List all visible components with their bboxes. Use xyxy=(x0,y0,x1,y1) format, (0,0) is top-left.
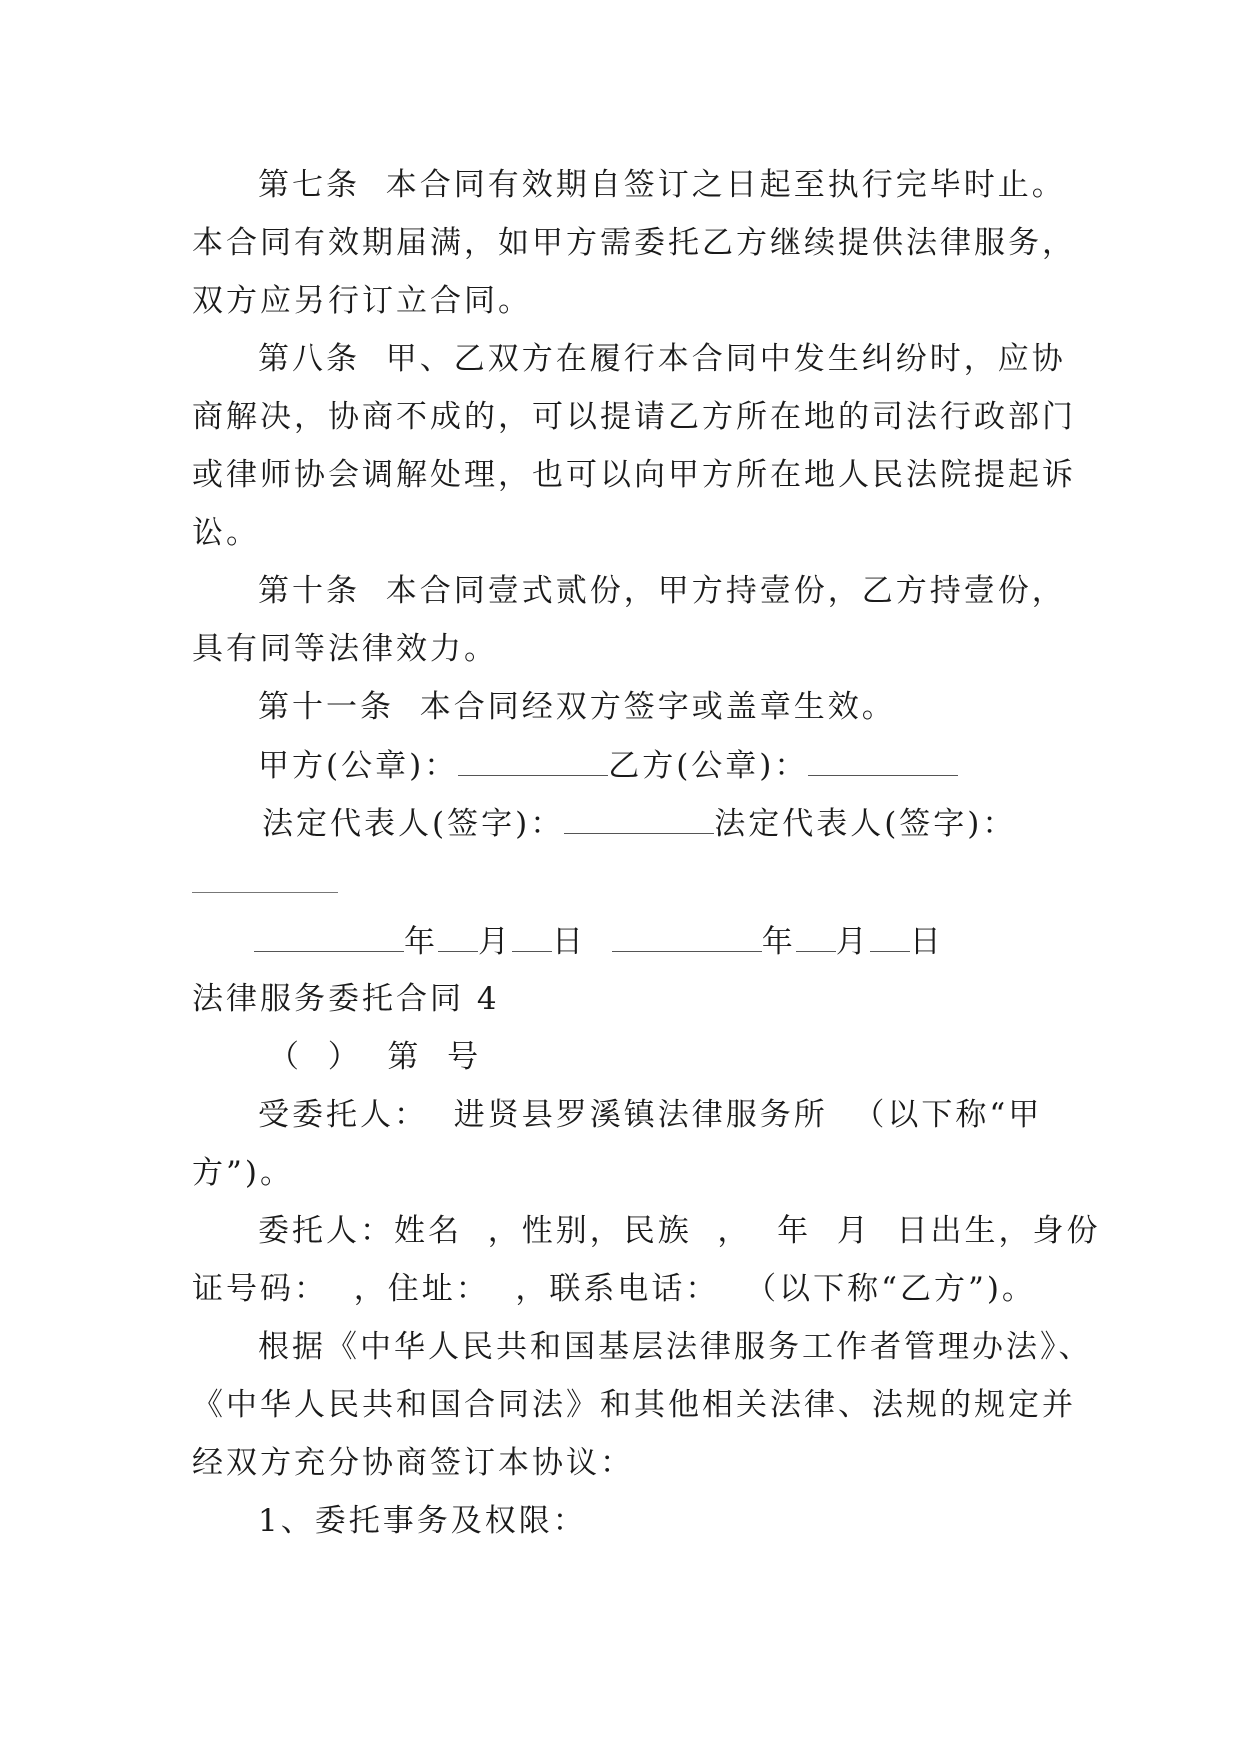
article-8-line-3: 或律师协会调解处理，也可以向甲方所在地人民法院提起诉 xyxy=(192,457,1076,493)
date-b-month-label: 月 xyxy=(835,924,870,960)
date-a-day-label: 日 xyxy=(552,924,586,960)
entrusted-party-line-1: 受委托人： 进贤县罗溪镇法律服务所 （以下称“甲 xyxy=(258,1097,1043,1133)
party-b-rep-blank xyxy=(192,892,338,893)
date-a-month-label: 月 xyxy=(478,924,512,960)
party-b-rep-label: 法定代表人(签字)： xyxy=(714,806,1017,842)
article-8-line-1: 第八条 甲、乙双方在履行本合同中发生纠纷时，应协 xyxy=(258,341,1066,377)
article-11-line-1: 第十一条 本合同经双方签字或盖章生效。 xyxy=(258,689,896,725)
party-b-seal-label: 乙方(公章)： xyxy=(608,748,809,784)
article-8-line-4: 讼。 xyxy=(192,515,260,551)
party-a-rep-blank xyxy=(564,803,714,834)
party-a-rep-label: 法定代表人(签字)： xyxy=(262,806,565,842)
party-a-seal-label: 甲方(公章)： xyxy=(258,748,459,784)
signature-rep-line xyxy=(262,803,1016,843)
signature-seal-line xyxy=(258,745,958,785)
article-10-line-2: 具有同等法律效力。 xyxy=(192,631,498,667)
contract-title: 法律服务委托合同 4 xyxy=(192,981,500,1017)
article-10-line-1: 第十条 本合同壹式贰份，甲方持壹份，乙方持壹份， xyxy=(258,573,1066,609)
date-b-day-blank xyxy=(870,921,910,952)
contract-number-line: （ ） 第 号 xyxy=(268,1039,482,1075)
article-7-line-1: 第七条 本合同有效期自签订之日起至执行完毕时止。 xyxy=(258,167,1066,203)
item-1-heading: 1、委托事务及权限： xyxy=(258,1503,587,1539)
client-line-2: 证号码： ，住址： ，联系电话： （以下称“乙方”)。 xyxy=(192,1271,1036,1307)
client-line-1: 委托人：姓名 ，性别，民族 ， 年 月 日出生，身份 xyxy=(258,1213,1101,1249)
date-a-day-blank xyxy=(512,921,552,952)
basis-line-2: 《中华人民共和国合同法》和其他相关法律、法规的规定并 xyxy=(192,1387,1076,1423)
date-b-month-blank xyxy=(796,921,836,952)
article-7-line-2: 本合同有效期届满，如甲方需委托乙方继续提供法律服务， xyxy=(192,225,1076,261)
date-line xyxy=(254,921,944,961)
article-7-line-3: 双方应另行订立合同。 xyxy=(192,283,532,319)
party-b-seal-blank xyxy=(808,745,958,776)
date-a-month-blank xyxy=(438,921,478,952)
date-b-year-blank xyxy=(612,921,762,952)
date-b-day-label: 日 xyxy=(909,924,944,960)
date-a-year-label: 年 xyxy=(404,924,438,960)
basis-line-3: 经双方充分协商签订本协议： xyxy=(192,1445,634,1481)
article-8-line-2: 商解决，协商不成的，可以提请乙方所在地的司法行政部门 xyxy=(192,399,1076,435)
date-a-year-blank xyxy=(254,921,404,952)
entrusted-party-line-2: 方”)。 xyxy=(192,1155,294,1191)
party-a-seal-blank xyxy=(458,745,608,776)
basis-line-1: 根据《中华人民共和国基层法律服务工作者管理办法》、 xyxy=(258,1329,1093,1365)
date-b-year-label: 年 xyxy=(761,924,796,960)
